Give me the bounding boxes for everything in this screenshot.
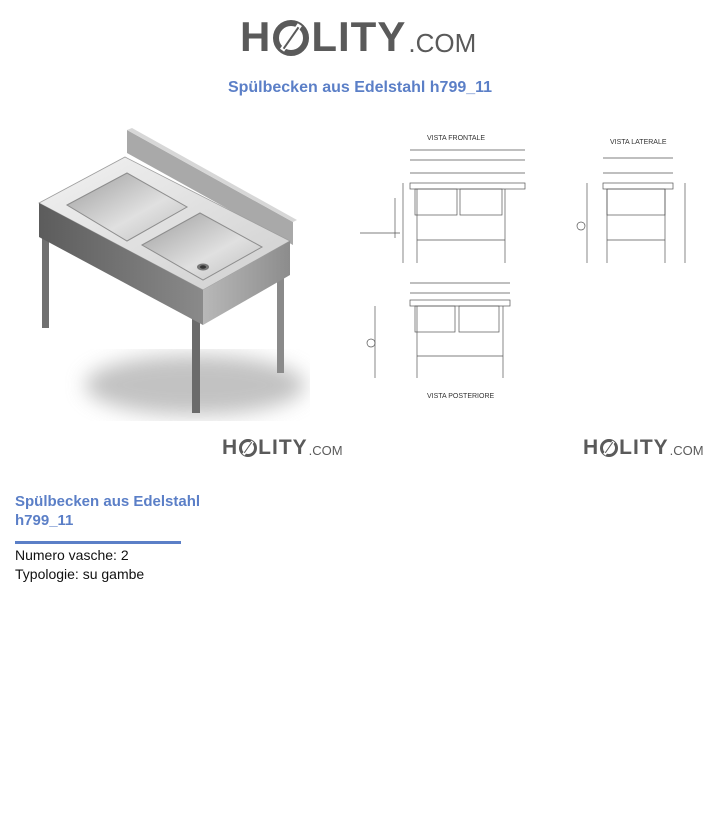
product-image — [35, 125, 310, 430]
brand-logo[interactable] — [240, 13, 477, 60]
view-back-label: VISTA POSTERIORE — [427, 393, 495, 400]
spec-typology: Typologie: su gambe — [15, 566, 145, 582]
logo-letters: LITY — [619, 436, 669, 459]
brand-logo-photo — [222, 437, 343, 458]
view-side-label: VISTA LATERALE — [610, 139, 667, 146]
spec-number-of-basins: Numero vasche: 2 — [15, 547, 129, 563]
logo-letter-h: H — [222, 436, 239, 459]
technical-drawings — [355, 128, 695, 408]
logo-letters: LITY — [311, 13, 407, 60]
view-front-label: VISTA FRONTALE — [427, 135, 486, 142]
logo-o-icon — [600, 439, 618, 457]
logo-letters: LITY — [258, 436, 308, 459]
logo-suffix: .COM — [308, 443, 343, 458]
brand-logo-drawings — [583, 437, 704, 458]
logo-suffix: .COM — [408, 28, 477, 58]
logo-letter-h: H — [240, 13, 272, 60]
product-title: Spülbecken aus Edelstahl h799_11 — [15, 493, 201, 529]
logo-letter-h: H — [583, 436, 600, 459]
title-divider — [15, 541, 181, 544]
logo-suffix: .COM — [669, 443, 704, 458]
logo-o-icon — [239, 439, 257, 457]
page-title: Spülbecken aus Edelstahl h799_11 — [227, 79, 493, 96]
logo-o-icon — [273, 20, 309, 56]
